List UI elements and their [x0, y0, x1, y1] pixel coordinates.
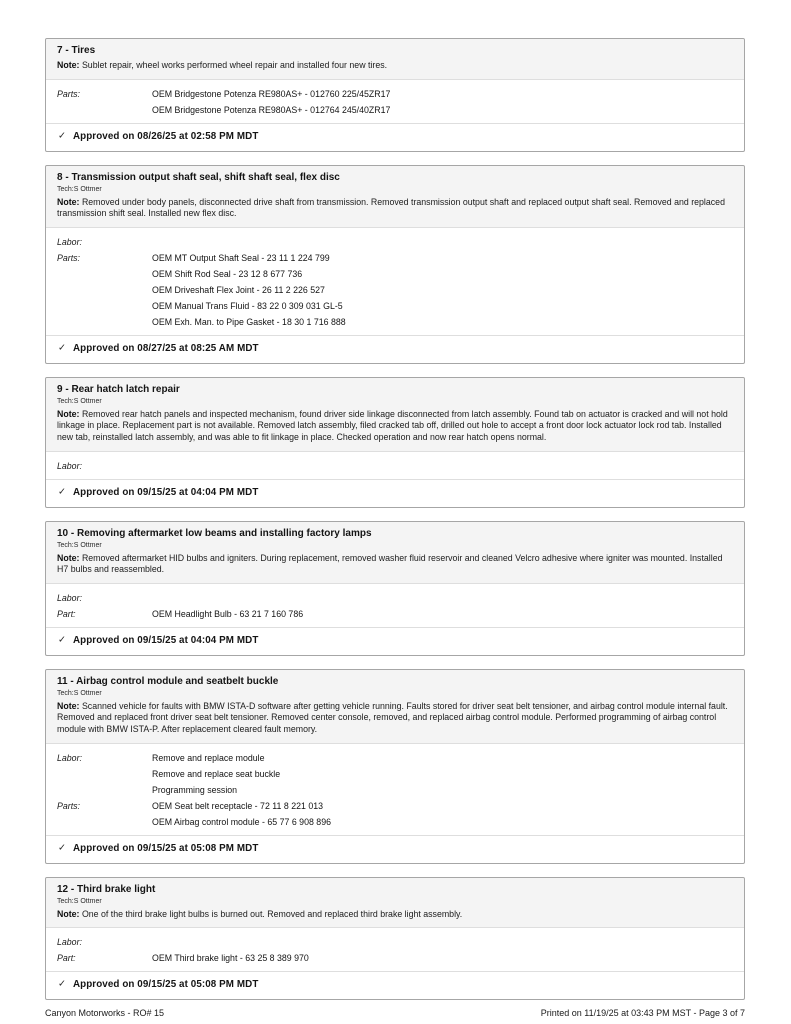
check-icon: ✓: [58, 842, 66, 854]
note-prefix: Note:: [57, 60, 80, 70]
row-value: Programming session: [152, 784, 238, 795]
row-values: [152, 86, 390, 118]
section-title: 8 - Transmission output shaft seal, shift shaft seal, flex disc: [57, 171, 340, 183]
sections: [45, 38, 745, 1000]
approval-text: Approved on 09/15/25 at 05:08 PM MDT: [72, 979, 259, 991]
section-title: 12 - Third brake light: [57, 883, 156, 895]
detail-row: [57, 590, 733, 606]
section-header: [46, 166, 744, 228]
detail-row: [57, 250, 733, 330]
approval-row: [46, 336, 744, 363]
note: [57, 909, 733, 921]
approval-text: Approved on 09/15/25 at 05:08 PM MDT: [72, 842, 259, 854]
service-item-card: [45, 521, 745, 656]
service-item-card: [45, 877, 745, 1001]
service-item-card: [45, 165, 745, 364]
row-value: OEM Shift Rod Seal - 23 12 8 677 736: [152, 268, 303, 279]
labor-parts-table: [46, 744, 744, 836]
tech-value: S Ottmer: [73, 185, 102, 193]
note-text: Removed under body panels, disconnected drive shaft from transmission. Removed transmission output shaft and replaced output shaft seal. Removed and replaced transmission shift seal. Installed new flex disc.: [57, 196, 725, 219]
tech-prefix: Tech:: [57, 185, 74, 193]
row-values: [152, 606, 303, 622]
section-header: [46, 878, 744, 929]
check-icon: ✓: [58, 486, 66, 498]
approval-text: Approved on 09/15/25 at 04:04 PM MDT: [72, 634, 259, 646]
note: [57, 553, 733, 576]
labor-parts-table: [46, 584, 744, 628]
section-header: [46, 378, 744, 452]
section-title: 9 - Rear hatch latch repair: [57, 383, 180, 395]
note: [57, 701, 733, 736]
tech-line: [57, 185, 733, 194]
approval-text: Approved on 09/15/25 at 04:04 PM MDT: [72, 486, 259, 498]
labor-parts-table: [46, 228, 744, 336]
approval-row: [46, 480, 744, 507]
row-label: Parts:: [57, 800, 80, 811]
row-value: OEM Driveshaft Flex Joint - 26 11 2 226 527: [152, 284, 325, 295]
service-item-card: [45, 38, 745, 152]
row-value: OEM Airbag control module - 65 77 6 908 896: [152, 816, 331, 827]
note-prefix: Note:: [57, 908, 80, 919]
approval-row: [46, 972, 744, 999]
row-value: OEM Seat belt receptacle - 72 11 8 221 013: [152, 800, 323, 811]
detail-row: [57, 750, 733, 798]
row-label: Labor:: [57, 236, 82, 247]
row-label: Part:: [57, 953, 76, 964]
row-value: OEM Headlight Bulb - 63 21 7 160 786: [152, 608, 304, 619]
footer-shop-ro: Canyon Motorworks - RO# 15: [45, 1008, 165, 1018]
check-icon: ✓: [58, 978, 66, 990]
row-value: OEM MT Output Shaft Seal - 23 11 1 224 799: [152, 252, 330, 263]
detail-row: [57, 86, 733, 118]
section-title: 11 - Airbag control module and seatbelt buckle: [57, 675, 279, 687]
note-prefix: Note:: [57, 700, 80, 711]
section-header: [46, 522, 744, 584]
note-prefix: Note:: [57, 196, 80, 207]
detail-row: [57, 458, 733, 474]
tech-line: [57, 897, 733, 906]
row-value: OEM Manual Trans Fluid - 83 22 0 309 031 GL-5: [152, 300, 343, 311]
footer-printed-page: Printed on 11/19/25 at 03:43 PM MST - Page 3 of 7: [540, 1008, 745, 1018]
service-item-card: [45, 377, 745, 508]
row-values: [152, 950, 309, 966]
row-values: [152, 750, 280, 798]
tech-prefix: Tech:: [57, 897, 74, 905]
approval-row: [46, 836, 744, 863]
section-header: [46, 670, 744, 744]
tech-prefix: Tech:: [57, 397, 74, 405]
row-label: Labor:: [57, 592, 82, 603]
row-values: [152, 798, 331, 830]
row-value: Remove and replace module: [152, 752, 265, 763]
row-value: OEM Third brake light - 63 25 8 389 970: [152, 953, 309, 964]
note-text: Scanned vehicle for faults with BMW ISTA-D software after getting vehicle running. Faults stored for driver seat belt tensioner, and airbag control module internal fault. Removed and replaced front driver seat belt tensioner. Removed center console, removed, and replaced airbag control module. Performed programming of airbag control module with BMW ISTA-P. After replacement cleared fault memory.: [57, 700, 728, 734]
labor-parts-table: [46, 80, 744, 124]
approval-row: [46, 628, 744, 655]
note-text: Sublet repair, wheel works performed wheel repair and installed four new tires.: [81, 60, 388, 70]
note: [57, 60, 733, 72]
tech-line: [57, 397, 733, 406]
detail-row: [57, 234, 733, 250]
note-prefix: Note:: [57, 408, 80, 419]
check-icon: ✓: [58, 342, 66, 354]
note: [57, 409, 733, 444]
section-title: 10 - Removing aftermarket low beams and installing factory lamps: [57, 527, 372, 539]
detail-row: [57, 950, 733, 966]
service-item-card: [45, 669, 745, 864]
check-icon: ✓: [58, 130, 66, 142]
row-label: Labor:: [57, 460, 82, 471]
row-label: Parts:: [57, 252, 80, 263]
note-text: Removed aftermarket HID bulbs and igniters. During replacement, removed washer fluid reservoir and cleaned Velcro adhesive where igniter was mounted. Installed H7 bulbs and reassembled.: [57, 552, 723, 575]
row-label: Labor:: [57, 937, 82, 948]
note: [57, 197, 733, 220]
row-label: Parts:: [57, 88, 80, 99]
row-label: Part:: [57, 608, 76, 619]
tech-value: S Ottmer: [73, 689, 102, 697]
tech-line: [57, 689, 733, 698]
row-value: OEM Bridgestone Potenza RE980AS+ - 012760 225/45ZR17: [152, 88, 391, 99]
footer: [45, 1008, 745, 1018]
approval-text: Approved on 08/26/25 at 02:58 PM MDT: [72, 130, 259, 142]
row-value: Remove and replace seat buckle: [152, 768, 281, 779]
tech-value: S Ottmer: [73, 397, 102, 405]
note-text: One of the third brake light bulbs is burned out. Removed and replaced third brake light assembly.: [81, 908, 463, 919]
check-icon: ✓: [58, 634, 66, 646]
labor-parts-table: [46, 928, 744, 972]
row-values: [152, 250, 346, 330]
detail-row: [57, 606, 733, 622]
note-prefix: Note:: [57, 552, 80, 563]
note-text: Removed rear hatch panels and inspected mechanism, found driver side linkage disconnected from latch assembly. Found tab on actuator is cracked and will not hold linkage in place. Replacement part is not available. Removed latch assembly, filed cracked tab off, drilled out hole to accept a front door lock actuator lock rod tab. Installed new tab, reinstalled latch assembly, and was able to fit linkage in place. Checked operation and now rear hatch opens normal.: [57, 408, 728, 442]
tech-prefix: Tech:: [57, 541, 74, 549]
tech-value: S Ottmer: [73, 897, 102, 905]
detail-row: [57, 934, 733, 950]
tech-value: S Ottmer: [73, 541, 102, 549]
labor-parts-table: [46, 452, 744, 480]
section-header: [46, 39, 744, 80]
section-title: 7 - Tires: [57, 45, 96, 56]
tech-prefix: Tech:: [57, 689, 74, 697]
tech-line: [57, 541, 733, 550]
row-value: OEM Exh. Man. to Pipe Gasket - 18 30 1 716 888: [152, 316, 346, 327]
approval-text: Approved on 08/27/25 at 08:25 AM MDT: [72, 342, 259, 354]
row-value: OEM Bridgestone Potenza RE980AS+ - 012764 245/40ZR17: [152, 104, 391, 115]
detail-row: [57, 798, 733, 830]
row-label: Labor:: [57, 752, 82, 763]
approval-row: [46, 124, 744, 151]
